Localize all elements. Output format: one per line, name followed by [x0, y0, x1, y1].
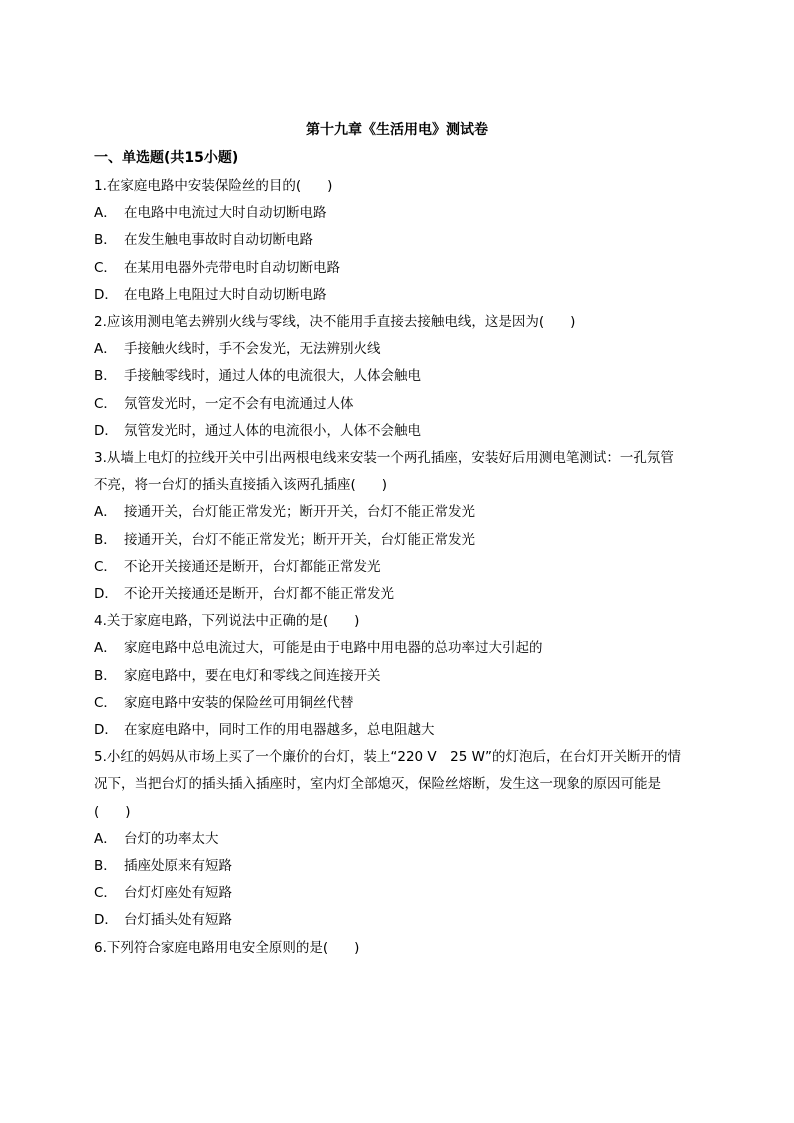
option-c: C． 台灯灯座处有短路 — [94, 885, 232, 902]
option-b: B． 插座处原来有短路 — [94, 858, 232, 875]
option-d: D． 在电路上电阻过大时自动切断电路 — [94, 286, 327, 303]
question-list — [94, 173, 704, 962]
question-1 — [94, 173, 704, 309]
option-d: D． 不论开关接通还是断开，台灯都不能正常发光 — [94, 586, 394, 603]
option-c: C． 在某用电器外壳带电时自动切断电路 — [94, 259, 340, 276]
option-c: C． 家庭电路中安装的保险丝可用铜丝代替 — [94, 694, 354, 711]
question-4 — [94, 608, 704, 744]
option-a: A． 在电路中电流过大时自动切断电路 — [94, 205, 327, 222]
option-a: A． 家庭电路中总电流过大，可能是由于电路中用电器的总功率过大引起的 — [94, 640, 543, 657]
option-a: A． 手接触火线时，手不会发光，无法辨别火线 — [94, 341, 381, 358]
section-heading: 一、单选题(共15小题) — [94, 150, 239, 166]
question-2 — [94, 309, 704, 445]
option-d: D． 台灯插头处有短路 — [94, 912, 232, 929]
question-3 — [94, 445, 704, 608]
option-d: D． 在家庭电路中，同时工作的用电器越多，总电阻越大 — [94, 722, 435, 739]
question-stem: 6.下列符合家庭电路用电安全原则的是( ) — [94, 939, 360, 956]
option-a: A． 台灯的功率太大 — [94, 830, 219, 847]
question-6 — [94, 935, 704, 962]
option-b: B． 手接触零线时，通过人体的电流很大，人体会触电 — [94, 368, 421, 385]
question-stem-line-1: 3.从墙上电灯的拉线开关中引出两根电线来安装一个两孔插座，安装好后用测电笔测试：一孔氖管 — [94, 450, 674, 467]
document-title: 第十九章《生活用电》测试卷 — [306, 122, 488, 138]
question-stem-line-2: 不亮，将一台灯的插头直接插入该两孔插座( ) — [94, 477, 388, 494]
question-5 — [94, 744, 704, 934]
option-b: B． 家庭电路中，要在电灯和零线之间连接开关 — [94, 667, 381, 684]
option-c: C． 不论开关接通还是断开，台灯都能正常发光 — [94, 558, 381, 575]
question-stem-line-3: ( ) — [94, 803, 131, 820]
option-b: B． 接通开关，台灯不能正常发光；断开开关，台灯能正常发光 — [94, 531, 475, 548]
option-d: D． 氖管发光时，通过人体的电流很小，人体不会触电 — [94, 422, 421, 439]
option-b: B． 在发生触电事故时自动切断电路 — [94, 232, 313, 249]
option-c: C． 氖管发光时，一定不会有电流通过人体 — [94, 395, 354, 412]
question-stem: 4.关于家庭电路，下列说法中正确的是( ) — [94, 613, 360, 630]
question-stem-line-2: 况下，当把台灯的插头插入插座时，室内灯全部熄灭，保险丝熔断，发生这一现象的原因可能是 — [94, 776, 661, 793]
question-stem: 2.应该用测电笔去辨别火线与零线，决不能用手直接去接触电线，这是因为( ) — [94, 314, 576, 331]
option-a: A． 接通开关，台灯能正常发光；断开开关，台灯不能正常发光 — [94, 504, 475, 521]
question-stem: 1.在家庭电路中安装保险丝的目的( ) — [94, 178, 333, 194]
question-stem-line-1: 5.小红的妈妈从市场上买了一个廉价的台灯，装上“220 V 25 W”的灯泡后，在台灯开关断开的情 — [94, 749, 681, 766]
